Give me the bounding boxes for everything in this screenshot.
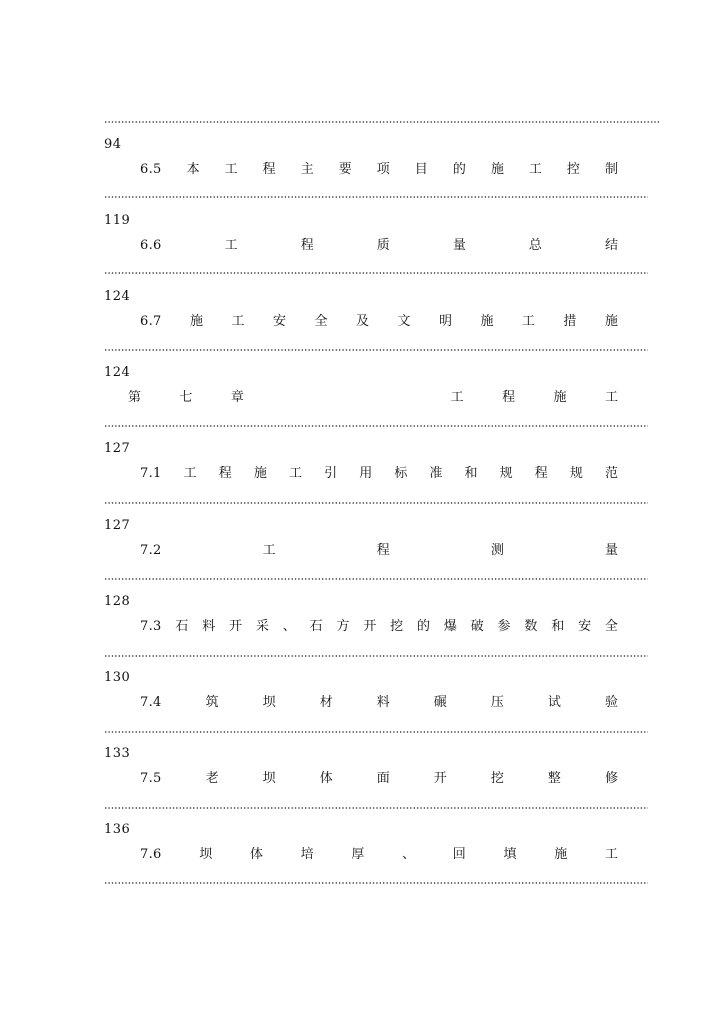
title-char: 坝 bbox=[262, 695, 276, 710]
dot-leader bbox=[104, 502, 648, 504]
title-char: 施 bbox=[253, 466, 267, 481]
dot-leader bbox=[104, 655, 648, 657]
title-char: 和 bbox=[551, 619, 565, 634]
page-number: 133 bbox=[104, 746, 131, 761]
title-char: 程 bbox=[218, 466, 232, 481]
dot-leader bbox=[104, 272, 648, 274]
title-char: 回 bbox=[452, 847, 466, 862]
title-char: 本 bbox=[186, 162, 200, 177]
title-char: 规 bbox=[499, 466, 513, 481]
section-number: 7.1 bbox=[140, 466, 162, 481]
title-char: 、 bbox=[402, 847, 416, 862]
title-char: 工 bbox=[183, 466, 197, 481]
title-char: 工 bbox=[521, 314, 535, 329]
title-char: 体 bbox=[249, 847, 263, 862]
title-char: 破 bbox=[470, 619, 484, 634]
title-char: 开 bbox=[433, 771, 447, 786]
title-char: 程 bbox=[502, 390, 516, 405]
title-char: 坝 bbox=[199, 847, 213, 862]
toc-entry[interactable] bbox=[140, 543, 618, 559]
title-char: 项 bbox=[376, 162, 390, 177]
section-number: 7.4 bbox=[140, 695, 162, 710]
title-char: 采 bbox=[255, 619, 269, 634]
title-char: 用 bbox=[359, 466, 373, 481]
title-char: 坝 bbox=[262, 771, 276, 786]
title-char: 、 bbox=[282, 619, 296, 634]
title-char: 验 bbox=[604, 695, 618, 710]
title-char: 开 bbox=[229, 619, 243, 634]
title-char: 结 bbox=[604, 238, 618, 253]
title-char: 工 bbox=[528, 162, 542, 177]
toc-entry[interactable] bbox=[140, 847, 618, 863]
title-char: 碾 bbox=[433, 695, 447, 710]
section-number: 6.5 bbox=[140, 162, 162, 177]
title-char: 方 bbox=[336, 619, 350, 634]
title-char: 料 bbox=[376, 695, 390, 710]
title-char: 全 bbox=[604, 619, 618, 634]
toc-entry[interactable] bbox=[140, 771, 618, 787]
title-char: 工 bbox=[450, 390, 464, 405]
title-char: 范 bbox=[604, 466, 618, 481]
page-number: 136 bbox=[104, 822, 131, 837]
title-char: 施 bbox=[480, 314, 494, 329]
title-char: 工 bbox=[224, 162, 238, 177]
title-char: 工 bbox=[262, 543, 276, 558]
title-char: 填 bbox=[503, 847, 517, 862]
dot-leader bbox=[104, 349, 648, 351]
title-char: 制 bbox=[604, 162, 618, 177]
dot-leader bbox=[104, 121, 660, 123]
title-char: 数 bbox=[524, 619, 538, 634]
toc-entry[interactable] bbox=[140, 238, 618, 254]
title-char: 工 bbox=[604, 390, 618, 405]
title-char: 修 bbox=[604, 771, 618, 786]
title-char: 引 bbox=[324, 466, 338, 481]
title-char: 规 bbox=[569, 466, 583, 481]
page-number: 94 bbox=[104, 137, 122, 152]
title-char: 整 bbox=[547, 771, 561, 786]
toc-entry[interactable] bbox=[140, 466, 618, 482]
title-char: 筑 bbox=[205, 695, 219, 710]
title-char: 目 bbox=[414, 162, 428, 177]
title-char: 程 bbox=[534, 466, 548, 481]
title-char: 安 bbox=[273, 314, 287, 329]
title-char: 材 bbox=[319, 695, 333, 710]
title-char: 培 bbox=[300, 847, 314, 862]
toc-entry[interactable] bbox=[140, 695, 618, 711]
title-char: 控 bbox=[566, 162, 580, 177]
title-char: 总 bbox=[528, 238, 542, 253]
title-char: 的 bbox=[452, 162, 466, 177]
title-char: 要 bbox=[338, 162, 352, 177]
title-char: 试 bbox=[547, 695, 561, 710]
section-number: 6.6 bbox=[140, 238, 162, 253]
title-char: 施 bbox=[554, 847, 568, 862]
page-number: 124 bbox=[104, 365, 131, 380]
title-char: 体 bbox=[319, 771, 333, 786]
title-char: 面 bbox=[376, 771, 390, 786]
title-char: 准 bbox=[429, 466, 443, 481]
page-number: 128 bbox=[104, 594, 131, 609]
title-char: 全 bbox=[314, 314, 328, 329]
section-number: 7.6 bbox=[140, 847, 162, 862]
title-char: 明 bbox=[438, 314, 452, 329]
title-char: 施 bbox=[190, 314, 204, 329]
title-char: 量 bbox=[604, 543, 618, 558]
toc-chapter-entry[interactable] bbox=[128, 390, 618, 406]
dot-leader bbox=[104, 578, 648, 580]
title-char: 工 bbox=[231, 314, 245, 329]
title-char: 安 bbox=[578, 619, 592, 634]
title-char: 章 bbox=[230, 390, 244, 405]
title-char: 程 bbox=[376, 543, 390, 558]
title-char: 料 bbox=[202, 619, 216, 634]
title-char: 挖 bbox=[490, 771, 504, 786]
toc-entry[interactable] bbox=[140, 162, 618, 178]
page-number: 127 bbox=[104, 518, 131, 533]
section-number: 6.7 bbox=[140, 314, 162, 329]
title-char: 程 bbox=[300, 238, 314, 253]
title-char: 及 bbox=[355, 314, 369, 329]
toc-entry[interactable] bbox=[140, 619, 618, 635]
title-char: 挖 bbox=[390, 619, 404, 634]
title-char: 参 bbox=[497, 619, 511, 634]
title-char: 文 bbox=[397, 314, 411, 329]
page-number: 124 bbox=[104, 289, 131, 304]
title-char: 石 bbox=[175, 619, 189, 634]
title-char: 施 bbox=[553, 390, 567, 405]
title-char: 厚 bbox=[351, 847, 365, 862]
title-char: 工 bbox=[289, 466, 303, 481]
title-char: 质 bbox=[376, 238, 390, 253]
title-char: 标 bbox=[394, 466, 408, 481]
title-char: 工 bbox=[224, 238, 238, 253]
dot-leader bbox=[104, 882, 648, 884]
title-char: 量 bbox=[452, 238, 466, 253]
title-char: 施 bbox=[604, 314, 618, 329]
title-char: 老 bbox=[205, 771, 219, 786]
title-char: 开 bbox=[363, 619, 377, 634]
dot-leader bbox=[104, 807, 648, 809]
title-char: 施 bbox=[490, 162, 504, 177]
title-char: 石 bbox=[309, 619, 323, 634]
section-number: 7.5 bbox=[140, 771, 162, 786]
section-number: 7.3 bbox=[140, 619, 162, 634]
page-number: 130 bbox=[104, 670, 131, 685]
title-char: 压 bbox=[490, 695, 504, 710]
title-char: 七 bbox=[179, 390, 193, 405]
title-char: 主 bbox=[300, 162, 314, 177]
dot-leader bbox=[104, 425, 648, 427]
title-char: 第 bbox=[128, 390, 142, 405]
toc-entry[interactable] bbox=[140, 314, 618, 330]
title-char: 程 bbox=[262, 162, 276, 177]
title-char: 和 bbox=[464, 466, 478, 481]
title-char: 测 bbox=[490, 543, 504, 558]
title-char: 措 bbox=[563, 314, 577, 329]
section-number: 7.2 bbox=[140, 543, 162, 558]
page-number: 119 bbox=[104, 213, 131, 228]
title-char: 爆 bbox=[443, 619, 457, 634]
page-number: 127 bbox=[104, 441, 131, 456]
dot-leader bbox=[104, 196, 648, 198]
dot-leader bbox=[104, 731, 648, 733]
title-char: 的 bbox=[417, 619, 431, 634]
title-char: 工 bbox=[604, 847, 618, 862]
